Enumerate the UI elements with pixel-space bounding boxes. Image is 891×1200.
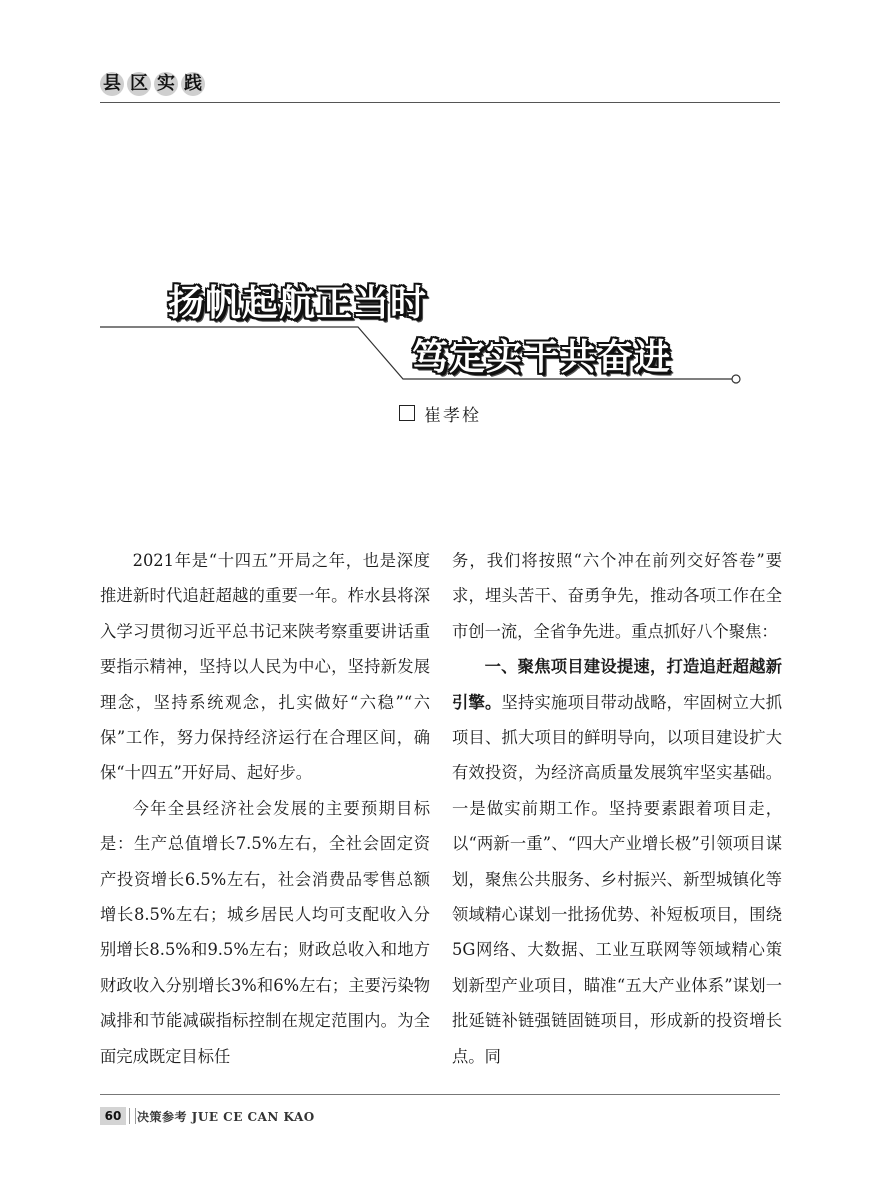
- footer-divider: [129, 1108, 136, 1124]
- journal-name: 决策参考 JUE CE CAN KAO: [137, 1110, 315, 1124]
- article-title-line1: 扬帆起航正当时: [168, 283, 428, 324]
- page-number: 60: [100, 1107, 126, 1125]
- author-name: 崔孝栓: [424, 406, 481, 426]
- paragraph: [452, 649, 782, 1074]
- section-text: 坚持实施项目带动战略，牢固树立大抓项目、抓大项目的鲜明导向，以项目建设扩大有效投资，为经济高质量发展筑牢坚实基础。一是做实前期工作。坚持要素跟着项目走，以“两新一重”、“四大产业增长极”引领项目谋划，聚焦公共服务、乡村振兴、新型城镇化等领域精心谋划一批扬优势、补短板项目，围绕5G网络、大数据、工业互联网等领域精心策划新型产业项目，瞄准“五大产业体系”谋划一批延链补链强链固链项目，形成新的投资增长点。同: [452, 692, 782, 1066]
- footer-rule: [100, 1094, 780, 1095]
- paragraph: 务，我们将按照“六个冲在前列交好答卷”要求，埋头苦干、奋勇争先，推动各项工作在全市创一流，全省争先进。重点抓好八个聚焦：: [452, 551, 782, 641]
- section-lead: 一、聚焦项目建设提速，打造追赶超越新引擎。: [452, 657, 782, 712]
- body-column-left: [100, 543, 430, 1074]
- body-column-right: [452, 543, 782, 1074]
- title-decoration: [0, 0, 891, 450]
- section-tag-char: 践: [181, 72, 205, 96]
- section-tag-char: 实: [154, 72, 178, 96]
- article-title-line2: 笃定实干共奋进: [412, 337, 672, 378]
- paragraph: 2021年是“十四五”开局之年，也是深度推进新时代追赶超越的重要一年。柞水县将深入学习贯彻习近平总书记来陕考察重要讲话重要指示精神，坚持以人民为中心，坚持新发展理念，坚持系统观念，扎实做好“六稳”“六保”工作，努力保持经济运行在合理区间，确保“十四五”开好局、起好步。: [100, 551, 430, 783]
- paragraph: 今年全县经济社会发展的主要预期目标是：生产总值增长7.5%左右，全社会固定资产投资增长6.5%左右，社会消费品零售总额增长8.5%左右；城乡居民人均可支配收入分别增长8.5%和9.5%左右；财政总收入和地方财政收入分别增长3%和6%左右；主要污染物减排和节能减碳指标控制在规定范围内。为全面完成既定目标任: [100, 798, 430, 1066]
- author-box-icon: [399, 405, 415, 421]
- section-tag-char: 区: [127, 72, 151, 96]
- section-tag-char: 县: [100, 72, 124, 96]
